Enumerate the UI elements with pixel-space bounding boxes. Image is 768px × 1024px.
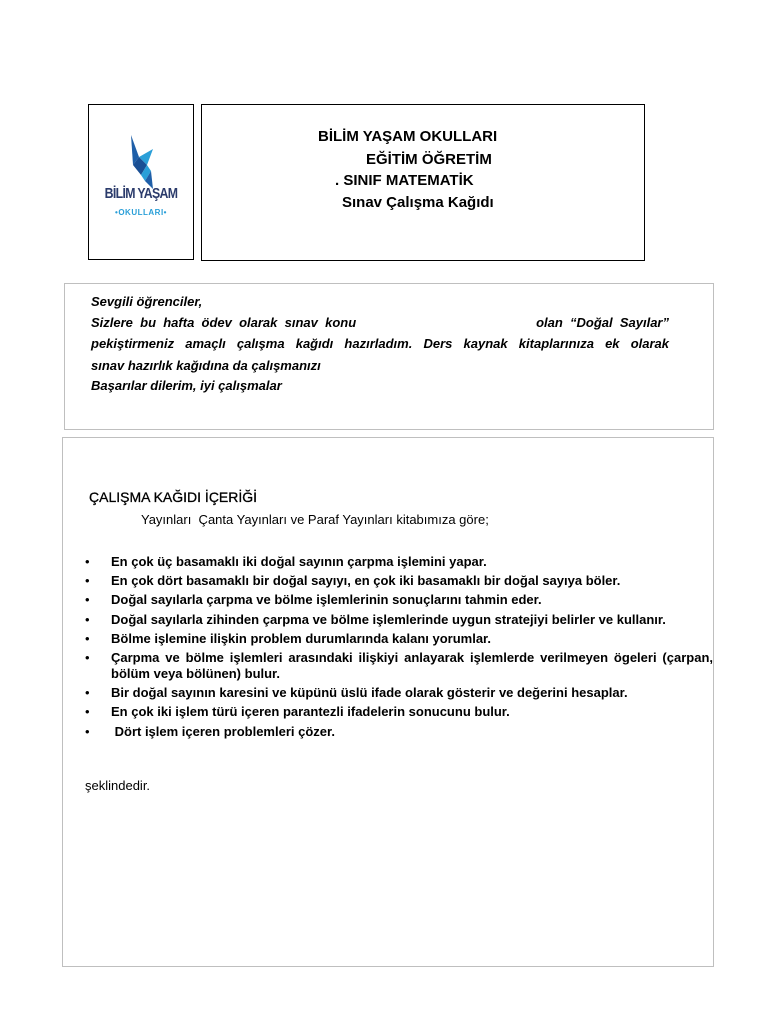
objective-text: Bölme işlemine ilişkin problem durumlarında kalanı yorumlar. xyxy=(111,630,492,646)
intro-line-3 xyxy=(91,336,669,352)
sources-text: Yayınları Çanta Yayınları ve Paraf Yayınları kitabımıza göre; xyxy=(141,512,489,527)
objective-text: Çarpma ve bölme işlemleri arasındaki ilişkiyi anlayarak işlemlerde verilmeyen ögeleri (çarpan, bölüm veya bölünen) bulur. xyxy=(111,649,713,681)
bullet-icon: • xyxy=(85,592,90,608)
closing-wish: Başarılar dilerim, iyi çalışmalar xyxy=(91,378,282,393)
intro-line-2-left: Sizlere bu hafta ödev olarak sınav konu xyxy=(91,315,357,330)
objective-text: Doğal sayılarla zihinden çarpma ve bölme işlemlerinde uygun stratejiyi belirler ve kullanır. xyxy=(111,611,666,627)
list-item xyxy=(85,650,713,682)
bullet-icon: • xyxy=(85,554,90,569)
bullet-icon: • xyxy=(85,649,90,665)
section-title: ÇALIŞMA KAĞIDI İÇERİĞİ xyxy=(89,489,258,505)
intro-line-4: sınav hazırlık kağıdına da çalışmanızı xyxy=(91,358,321,373)
list-item xyxy=(85,554,713,570)
sheet-title: Sınav Çalışma Kağıdı xyxy=(342,194,494,211)
objective-text: En çok dört basamaklı bir doğal sayıyı, en çok iki basamaklı bir doğal sayıya böler. xyxy=(111,573,621,589)
list-item xyxy=(85,592,713,608)
intro-message xyxy=(64,283,714,430)
greeting: Sevgili öğrenciler, xyxy=(91,294,203,309)
list-item xyxy=(85,704,713,720)
bird-logo-icon xyxy=(109,135,169,189)
list-item xyxy=(85,724,713,740)
school-name: BİLİM YAŞAM OKULLARI xyxy=(318,128,498,145)
bullet-icon: • xyxy=(85,723,90,739)
document-header xyxy=(201,104,645,261)
intro-line-2 xyxy=(91,315,669,331)
objective-text: En çok iki işlem türü içeren parantezli ifadelerin sonucunu bulur. xyxy=(111,704,510,720)
objective-text: Doğal sayılarla çarpma ve bölme işlemlerinin sonuçlarını tahmin eder. xyxy=(111,592,542,608)
objectives-list xyxy=(85,554,713,743)
list-item xyxy=(85,631,713,647)
bullet-icon: • xyxy=(85,573,90,589)
logo-sub-text: •OKULLARI• xyxy=(115,208,167,217)
objective-text: Bir doğal sayının karesini ve küpünü üslü ifade olarak gösterir ve değerini hesaplar. xyxy=(111,685,628,701)
intro-line-2-right: olan “Doğal Sayılar” xyxy=(536,315,669,330)
list-item xyxy=(85,573,713,589)
intro-line-3-text: pekiştirmeniz amaçlı çalışma kağıdı hazırladım. Ders kaynak kitaplarınıza ek olarak xyxy=(91,336,669,351)
department-name: EĞİTİM ÖĞRETİM xyxy=(366,151,492,168)
bullet-icon: • xyxy=(85,630,90,646)
content-section xyxy=(62,437,714,967)
closing-text: şeklindedir. xyxy=(85,778,151,793)
bullet-icon: • xyxy=(85,704,90,720)
objective-text: En çok üç basamaklı iki doğal sayının çarpma işlemini yapar. xyxy=(111,554,487,569)
grade-course: . SINIF MATEMATİK xyxy=(335,172,474,189)
bullet-icon: • xyxy=(85,685,90,701)
bullet-icon: • xyxy=(85,611,90,627)
school-logo xyxy=(88,104,194,260)
objective-text: Dört işlem içeren problemleri çözer. xyxy=(111,723,335,739)
list-item xyxy=(85,685,713,701)
list-item xyxy=(85,612,713,628)
logo-brand-text: BİLİM YAŞAM xyxy=(104,185,178,202)
